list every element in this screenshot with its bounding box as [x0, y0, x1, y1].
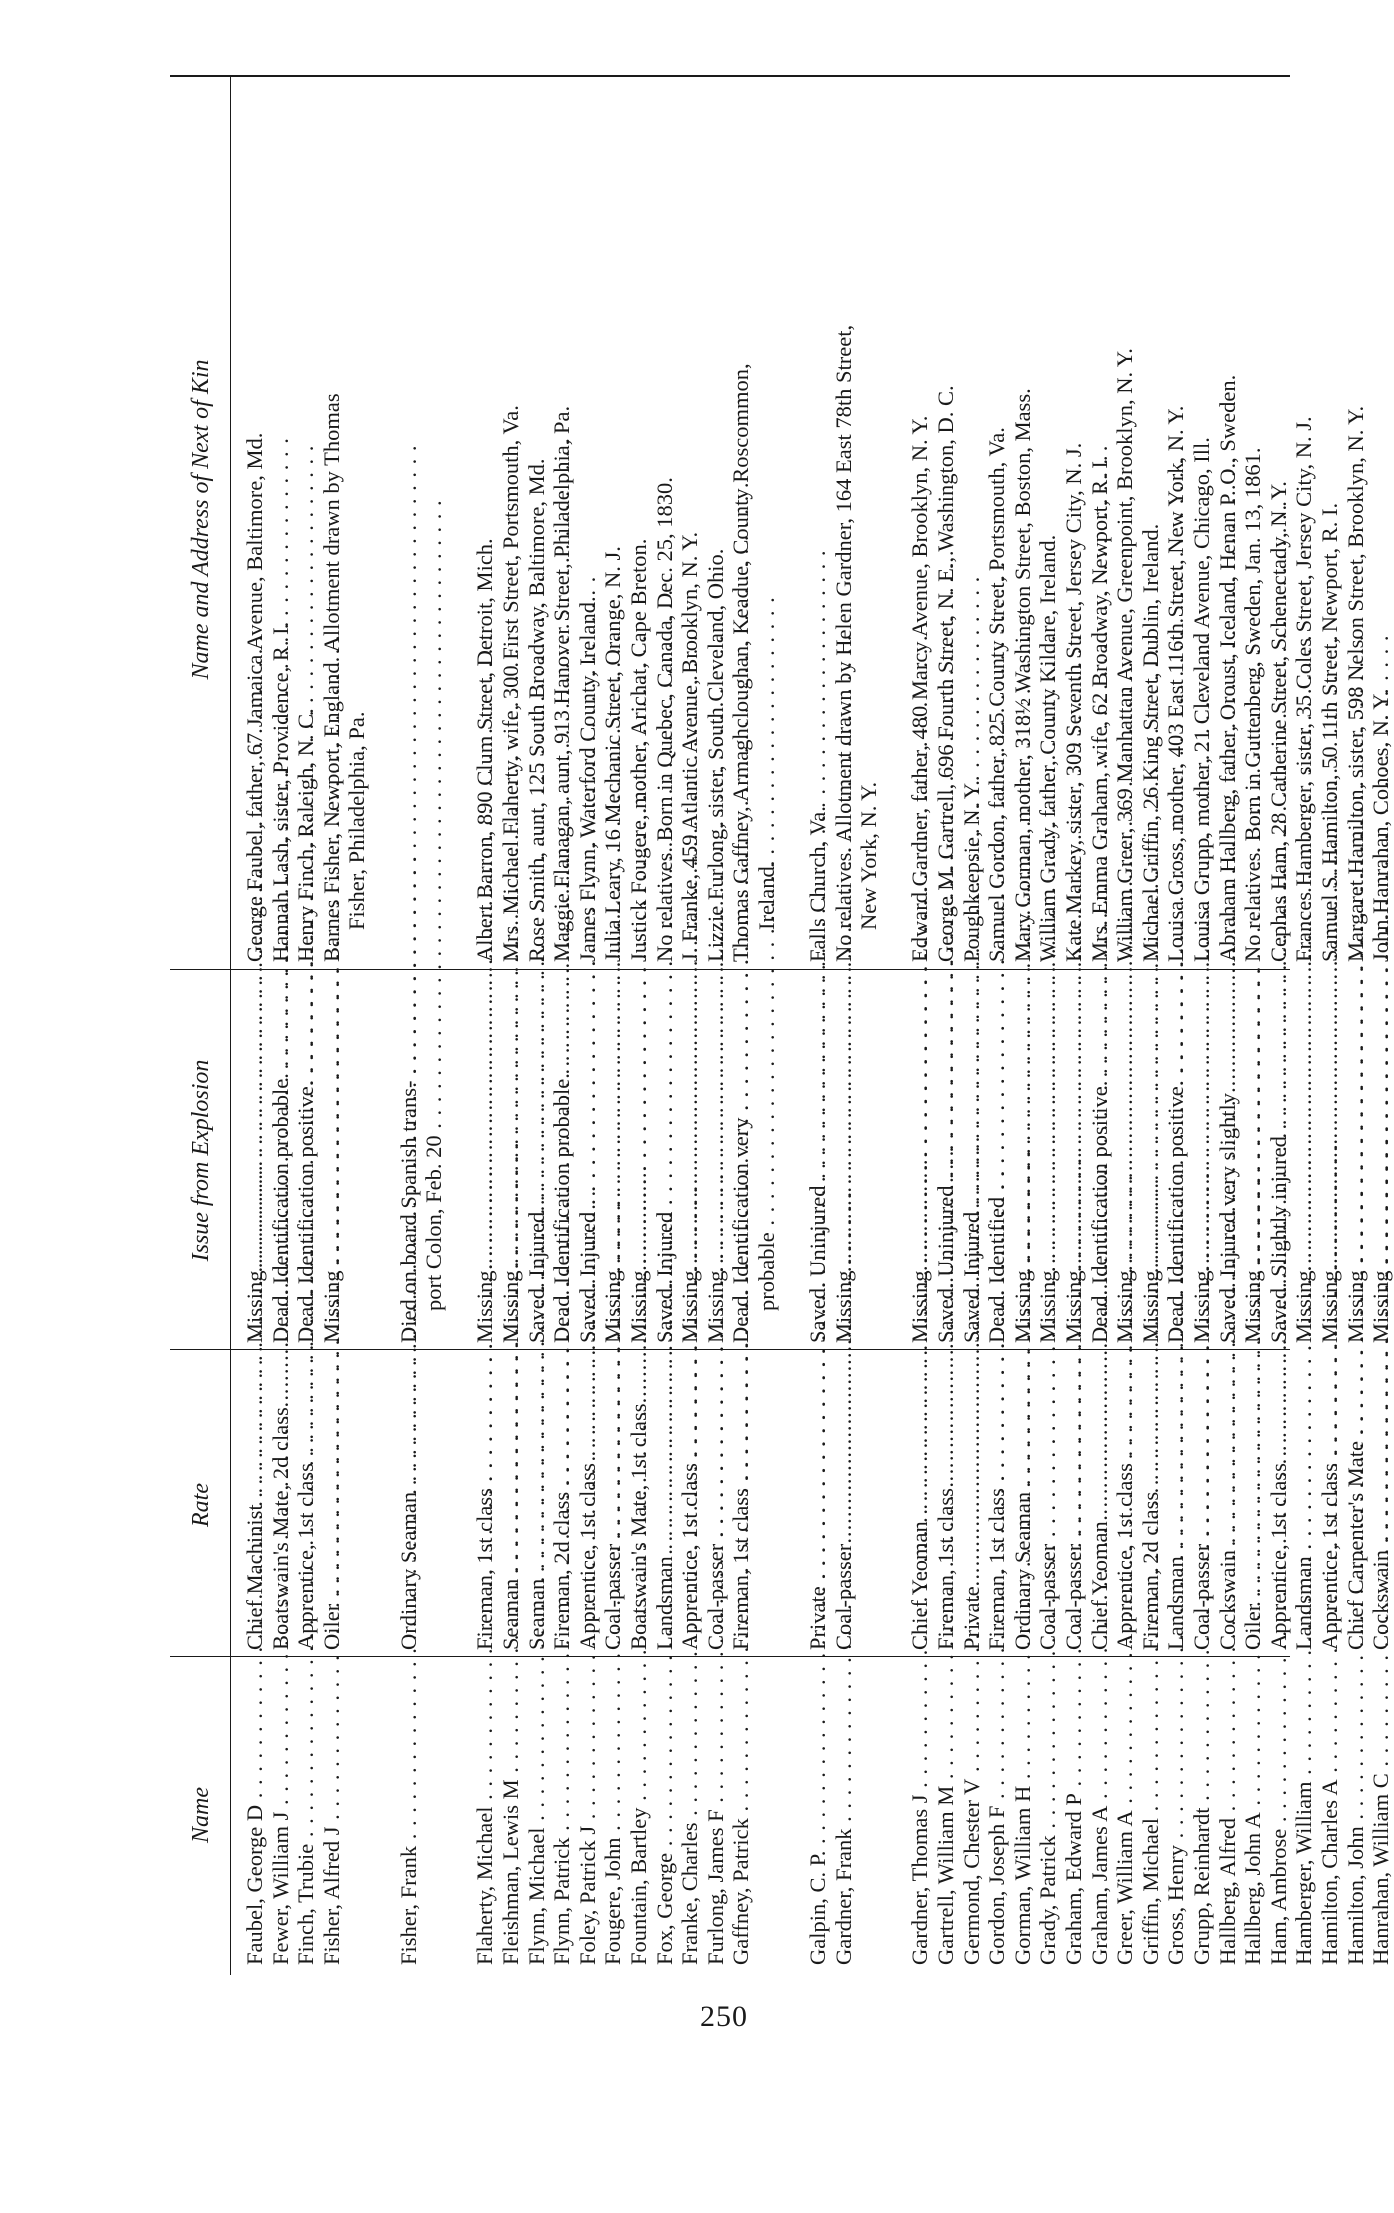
crew-name: Flaherty, Michael . . . [472, 1665, 498, 1965]
explosion-issue: Saved. Injured . . . [575, 978, 601, 1343]
next-of-kin: Samuel S. Hamilton, 50 11th Street, Newport, R. I. [1316, 502, 1342, 962]
explosion-issue: Saved. Injured very slightly . . . [1215, 978, 1241, 1343]
next-of-kin: No relatives. Allotment drawn by Helen Gardner, 164 East 78th Street, [830, 324, 856, 962]
crew-name: Furlong, James F . . . [703, 1665, 729, 1965]
row-gap [370, 978, 396, 1343]
next-of-kin [396, 77, 422, 962]
explosion-issue: Dead. Identification positive. . . . [293, 978, 319, 1343]
crew-name: Grady, Patrick . . . [1035, 1665, 1061, 1965]
crew-rate: Fireman, 1st class . . . [933, 1360, 959, 1650]
crew-rate: Apprentice, 1st class . . . [575, 1360, 601, 1650]
explosion-issue: Saved. Uninjured . . . [933, 978, 959, 1343]
crew-name: Germond, Chester V . . . [959, 1665, 985, 1965]
row-gap [370, 1665, 396, 1965]
crew-name: Hallberg, John A . . . [1240, 1665, 1266, 1965]
next-of-kin: Michael Griffin, 26 King Street, Dublin, Ireland. [1137, 523, 1163, 962]
explosion-issue: Missing . . . [1138, 978, 1164, 1343]
next-of-kin: George M. Gartrell, 696 Fourth Street, N. E., Washington, D. C. [933, 385, 959, 962]
explosion-issue: Missing . . . [626, 978, 652, 1343]
explosion-issue: Missing . . . [1343, 978, 1369, 1343]
blank-line [344, 1665, 370, 1965]
crew-rate: Private . . . [959, 1360, 985, 1650]
crew-rate: Ordinary Seaman . . . [396, 1360, 422, 1650]
casualty-table [170, 75, 1394, 1975]
header-rate: Rate [188, 1483, 214, 1527]
crew-rate: Fireman, 1st class . . . [984, 1360, 1010, 1650]
crew-name: Graham, Edward P . . . [1061, 1665, 1087, 1965]
crew-rate: Chief Machinist . . . [242, 1360, 268, 1650]
blank-line [421, 1360, 447, 1650]
explosion-issue: Missing . . . [1035, 978, 1061, 1343]
explosion-issue: Missing . . . [1317, 978, 1343, 1343]
explosion-issue: Died on board Spanish trans- . . . [396, 978, 422, 1343]
next-of-kin: Maggie Flanagan, aunt, 913 Hanover Street, Philadelphia, Pa. [549, 405, 575, 962]
explosion-issue: Dead. Identification positive. . . . [1087, 978, 1113, 1343]
crew-rate: Coal-passer . . . [703, 1360, 729, 1650]
explosion-issue: Saved. Injured . . . [652, 978, 678, 1343]
crew-rate: Coal-passer . . . [831, 1360, 857, 1650]
explosion-issue: Missing . . . [907, 978, 933, 1343]
next-of-kin: Frances Hamberger, sister, 35 Coles Street, Jersey City, N. J. [1291, 416, 1317, 962]
next-of-kin: Barnes Fisher, Newport, England. Allotment drawn by Thomas [318, 393, 344, 962]
issue-column [242, 978, 1394, 1343]
explosion-issue: Dead. Identification probable. . . . [268, 978, 294, 1343]
crew-name: Fougere, John . . . [600, 1665, 626, 1965]
next-of-kin: Abraham Hallberg, father, Oroust, Iceland, Henan P. O., Sweden. [1214, 374, 1240, 962]
crew-name: Franke, Charles . . . [677, 1665, 703, 1965]
explosion-issue: Missing . . . [1010, 978, 1036, 1343]
crew-rate: Coal-passer . . . [1061, 1360, 1087, 1650]
crew-name: Hamilton, John . . . [1343, 1665, 1369, 1965]
crew-name: Fox, George . . . [652, 1665, 678, 1965]
row-gap [447, 1665, 473, 1965]
next-of-kin: Thomas Gaffney, Armaghcloughan, Keadue, County Roscommon, [728, 363, 754, 962]
next-of-kin: Mrs. Emma Graham, wife, 62 Broadway, Newport, R. I. [1086, 455, 1112, 962]
crew-name: Greer, William A . . . [1112, 1665, 1138, 1965]
explosion-issue: Missing . . . [498, 978, 524, 1343]
next-of-kin: Louisa Grupp, mother, 21 Cleveland Avenue, Chicago, Ill. [1188, 437, 1214, 962]
name-column [242, 1665, 1394, 1965]
next-of-kin: No relatives. Born in Guttenberg, Sweden, Jan. 13, 1861. [1240, 447, 1266, 962]
next-of-kin: Kate Markey, sister, 309 Seventh Street, Jersey City, N. J. [1061, 442, 1086, 962]
explosion-issue: Missing . . . [319, 978, 345, 1343]
crew-name: Galpin, C. P. . . . [805, 1665, 831, 1965]
row-gap [779, 77, 805, 962]
blank-line [754, 1665, 780, 1965]
crew-rate: Landsman . . . [652, 1360, 678, 1650]
crew-rate: Private . . . [805, 1360, 831, 1650]
blank-line [344, 978, 370, 1343]
explosion-issue: Saved. Uninjured . . . [805, 978, 831, 1343]
blank-line [856, 978, 882, 1343]
blank-line [754, 1360, 780, 1650]
explosion-issue: Missing . . . [1240, 978, 1266, 1343]
crew-rate: Chief Carpenter's Mate . . . [1343, 1360, 1369, 1650]
next-of-kin: Mrs. Michael Flaherty, wife, 300 First Street, Portsmouth, Va. [497, 405, 523, 962]
crew-name: Faubel, George D . . . [242, 1665, 268, 1965]
explosion-issue: port Colon, Feb. 20 . . . [421, 978, 447, 1343]
next-of-kin: Albert Barron, 890 Clum Street, Detroit, Mich. [472, 538, 498, 962]
row-gap [447, 978, 473, 1343]
rate-column [242, 1360, 1394, 1650]
next-of-kin: Hannah Lash, sister, Providence, R. I. [267, 621, 293, 962]
next-of-kin: New York, N. Y. [856, 781, 882, 930]
crew-rate: Seaman . . . [524, 1360, 550, 1650]
next-of-kin: No relatives. Born in Quebec, Canada, Dec. 25, 1830. [651, 477, 677, 962]
crew-name: Gardner, Thomas J . . . [907, 1665, 933, 1965]
header-name: Name [188, 1787, 214, 1843]
crew-name: Flynn, Patrick . . . [549, 1665, 575, 1965]
next-of-kin: William Greer, 369 Manhattan Avenue, Greenpoint, Brooklyn, N. Y. [1112, 348, 1138, 962]
explosion-issue: Saved. Slightly injured . . . [1266, 978, 1292, 1343]
explosion-issue: Missing . . . [242, 978, 268, 1343]
next-of-kin: Falls Church, Va. [805, 806, 831, 962]
crew-name: Gartrell, William M . . . [933, 1665, 959, 1965]
explosion-issue: Missing . . . [1189, 978, 1215, 1343]
crew-name: Fewer, William J . . . [268, 1665, 294, 1965]
header-issue: Issue from Explosion [188, 1059, 214, 1262]
crew-rate: Cockswain . . . [1215, 1360, 1241, 1650]
crew-name: Ham, Ambrose . . . [1266, 1665, 1292, 1965]
crew-name: Finch, Trubie . . . [293, 1665, 319, 1965]
crew-rate: Boatswain's Mate, 1st class . . . [626, 1360, 652, 1650]
crew-rate: Fireman, 2d class . . . [549, 1360, 575, 1650]
explosion-issue: Missing . . . [1112, 978, 1138, 1343]
next-of-kin: Poughkeepsie, N. Y. [958, 780, 984, 962]
crew-rate: Landsman . . . [1163, 1360, 1189, 1650]
crew-name: Grupp, Reinhardt . . . [1189, 1665, 1215, 1965]
crew-rate: Apprentice, 1st class . . . [1317, 1360, 1343, 1650]
explosion-issue: Missing . . . [1061, 978, 1087, 1343]
next-of-kin: Henry Finch, Raleigh, N. C. [293, 708, 319, 962]
crew-rate: Apprentice, 1st class . . . [1112, 1360, 1138, 1650]
row-gap [447, 77, 473, 962]
next-of-kin: J. Franke, 459 Atlantic Avenue, Brooklyn, N. Y. [677, 531, 703, 962]
crew-rate: Apprentice, 1st class . . . [1266, 1360, 1292, 1650]
row-gap [779, 1665, 805, 1965]
next-of-kin-column [242, 77, 1394, 962]
crew-name: Gardner, Frank . . . [831, 1665, 857, 1965]
next-of-kin: Edward Gardner, father, 480 Marcy Avenue, Brooklyn, N. Y. [907, 415, 933, 962]
crew-name: Gorman, William H . . . [1010, 1665, 1036, 1965]
crew-rate: Coal-passer . . . [600, 1360, 626, 1650]
crew-name: Graham, James A . . . [1087, 1665, 1113, 1965]
row-gap [370, 77, 396, 962]
next-of-kin: Mary Gorman, mother, 318½ Washington Street, Boston, Mass. [1009, 388, 1035, 962]
crew-name: Hallberg, Alfred . . . [1215, 1665, 1241, 1965]
explosion-issue: Missing . . . [677, 978, 703, 1343]
next-of-kin: Louisa Gross, mother, 403 East 116th Street, New York, N. Y. [1163, 405, 1189, 962]
crew-rate: Coal-passer . . . [1035, 1360, 1061, 1650]
explosion-issue: probable . . . [754, 978, 780, 1343]
crew-name: Fisher, Frank . . . [396, 1665, 422, 1965]
next-of-kin: Ireland. [753, 860, 779, 930]
next-of-kin: Julia Leary, 16 Mechanic Street, Orange, N. J. [600, 546, 626, 962]
row-gap [447, 1360, 473, 1650]
row-gap [882, 978, 908, 1343]
blank-line [344, 1360, 370, 1650]
explosion-issue: Dead. Identification probable. . . . [549, 978, 575, 1343]
crew-rate: Seaman . . . [498, 1360, 524, 1650]
crew-rate: Fireman, 1st class . . . [728, 1360, 754, 1650]
crew-name: Gaffney, Patrick . . . [728, 1665, 754, 1965]
crew-rate: Cockswain . . . [1368, 1360, 1394, 1650]
crew-rate: Chief Yeoman . . . [907, 1360, 933, 1650]
explosion-issue: Missing . . . [600, 978, 626, 1343]
next-of-kin: Lizzie Furlong, sister, South Cleveland, Ohio. [702, 548, 728, 962]
crew-rate: Chief Yeoman . . . [1087, 1360, 1113, 1650]
crew-rate: Landsman . . . [1291, 1360, 1317, 1650]
header-rule [230, 75, 231, 1975]
crew-rate: Ordinary Seaman . . . [1010, 1360, 1036, 1650]
crew-rate: Oiler . . . [1240, 1360, 1266, 1650]
row-gap [370, 1360, 396, 1650]
crew-rate: Oiler . . . [319, 1360, 345, 1650]
next-of-kin: Rose Smith, aunt, 125 South Broadway, Baltimore, Md. [523, 458, 549, 962]
row-gap [882, 77, 908, 962]
explosion-issue: Dead. Identified . . . [984, 978, 1010, 1343]
next-of-kin [421, 77, 447, 962]
crew-name: Fountain, Bartley . . . [626, 1665, 652, 1965]
explosion-issue: Missing . . . [472, 978, 498, 1343]
next-of-kin: Fisher, Philadelphia, Pa. [344, 711, 370, 930]
explosion-issue: Dead. Identification positive. . . . [1163, 978, 1189, 1343]
next-of-kin: Margaret Hamilton, sister, 598 Nelson Street, Brooklyn, N. Y. [1342, 405, 1368, 962]
crew-rate: Apprentice, 1st class . . . [677, 1360, 703, 1650]
blank-line [421, 1665, 447, 1965]
next-of-kin: George Faubel, father, 67 Jamaica Avenue, Baltimore, Md. [242, 432, 267, 962]
explosion-issue: Dead. Identification very . . . [728, 978, 754, 1343]
crew-name: Fleishman, Lewis M . . . [498, 1665, 524, 1965]
row-gap [779, 1360, 805, 1650]
header-next-of-kin: Name and Address of Next of Kin [188, 359, 214, 680]
crew-name: Griffin, Michael . . . [1138, 1665, 1164, 1965]
crew-name: Foley, Patrick J . . . [575, 1665, 601, 1965]
crew-name: Hamilton, Charles A . . . [1317, 1665, 1343, 1965]
crew-rate: Boatswain's Mate, 2d class . . . [268, 1360, 294, 1650]
blank-line [856, 1360, 882, 1650]
next-of-kin: John Hanrahan, Cohoes, N. Y. [1368, 690, 1394, 962]
row-gap [882, 1360, 908, 1650]
crew-name: Gordon, Joseph F . . . [984, 1665, 1010, 1965]
blank-line [856, 1665, 882, 1965]
crew-name: Hanrahan, William C . . . [1368, 1665, 1394, 1965]
crew-rate: Coal-passer . . . [1189, 1360, 1215, 1650]
crew-rate: Fireman, 1st class . . . [472, 1360, 498, 1650]
crew-name: Flynn, Michael . . . [524, 1665, 550, 1965]
crew-name: Hamberger, William . . . [1291, 1665, 1317, 1965]
next-of-kin: Cephas Ham, 28 Catherine Street, Schenectady, N. Y. [1265, 481, 1291, 962]
crew-rate: Apprentice, 1st class . . . [293, 1360, 319, 1650]
page-number: 250 [700, 2000, 748, 2033]
row-gap [779, 978, 805, 1343]
explosion-issue: Saved. Injured . . . [959, 978, 985, 1343]
row-gap [882, 1665, 908, 1965]
next-of-kin: Justick Fougere, mother, Arichat, Cape Breton. [625, 538, 651, 962]
next-of-kin: Samuel Gordon, father, 825 County Street, Portsmouth, Va. [984, 427, 1010, 962]
explosion-issue: Missing . . . [1291, 978, 1317, 1343]
explosion-issue: Missing . . . [1368, 978, 1394, 1343]
explosion-issue: Missing . . . [703, 978, 729, 1343]
next-of-kin: James Flynn, Waterford County, Ireland. [574, 596, 600, 962]
explosion-issue: Missing . . . [831, 978, 857, 1343]
crew-name: Fisher, Alfred J . . . [319, 1665, 345, 1965]
next-of-kin: William Grady, father, County Kildare, Ireland. [1035, 534, 1061, 962]
explosion-issue: Saved. Injured . . . [524, 978, 550, 1343]
crew-rate: Fireman, 2d class . . . [1138, 1360, 1164, 1650]
crew-name: Gross, Henry . . . [1163, 1665, 1189, 1965]
